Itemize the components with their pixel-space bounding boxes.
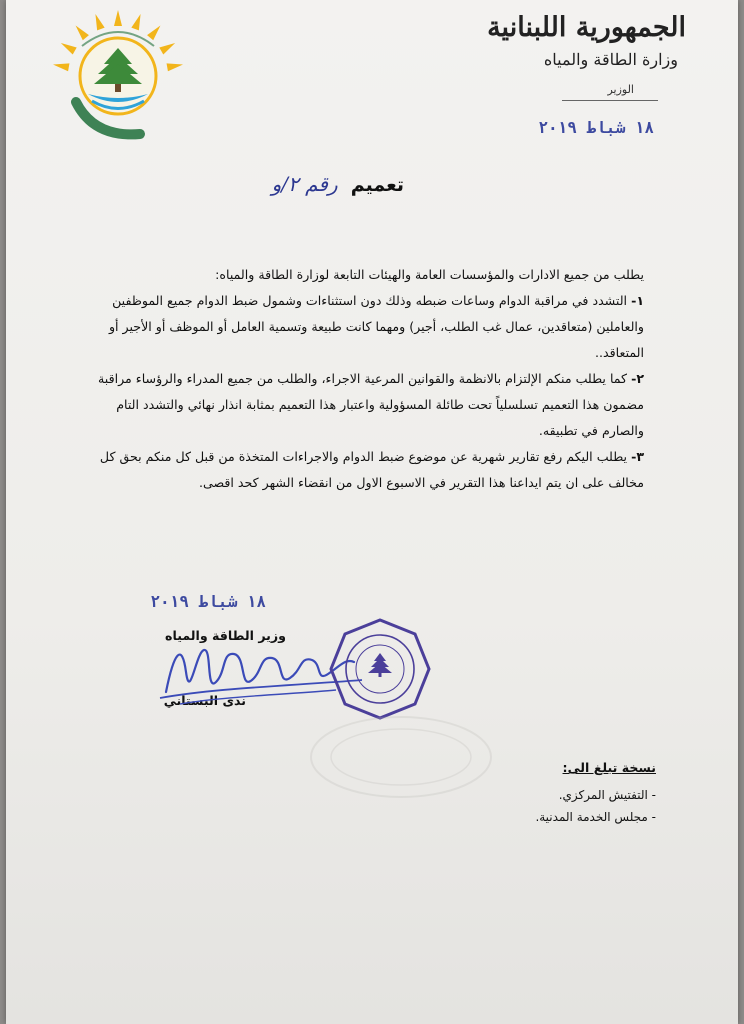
- handwritten-date-top: ١٨ شباط ٢٠١٩: [538, 118, 654, 137]
- ministry-heading: وزارة الطاقة والمياه: [543, 50, 678, 69]
- seal-cedar-icon: [368, 653, 392, 677]
- document-page: [6, 0, 738, 1024]
- body-item-3: [84, 444, 644, 496]
- circular-body: [84, 262, 644, 496]
- signatory-name: ندى البستاني: [163, 693, 246, 708]
- body-item-1: [84, 288, 644, 366]
- body-item-2: [84, 366, 644, 444]
- cc-list: [535, 784, 656, 828]
- item-text: التشدد في مراقبة الدوام وساعات ضبطه وذلك دون استثناءات وشمول ضبط الدوام جميع الموظفين والعاملين (متعاقدين، عمال غب الطلب، أجير) ومهما كانت طبيعة وتسمية العامل أو الموظف أو الأجير أو المتعاقد..: [108, 293, 644, 360]
- item-number: ٢-: [631, 371, 644, 386]
- republic-heading: الجمهورية اللبنانية: [487, 12, 686, 43]
- circular-title: [272, 172, 404, 196]
- handwritten-date-bottom: ١٨ شباط ٢٠١٩: [150, 592, 266, 611]
- minister-role-label: الوزير: [607, 83, 634, 96]
- paper-watermark: [306, 712, 496, 802]
- ministry-logo: [48, 6, 188, 146]
- cc-item: - التفتيش المركزي.: [558, 788, 656, 802]
- cc-title: نسخة تبلغ الى:: [562, 760, 656, 775]
- ministry-seal-stamp: [328, 617, 432, 721]
- body-intro: يطلب من جميع الادارات والمؤسسات العامة والهيئات التابعة لوزارة الطاقة والمياه:: [215, 267, 644, 282]
- circular-number-handwritten: رقم ٢/و: [271, 172, 338, 196]
- circular-word: تعميم: [350, 174, 404, 196]
- item-text: يطلب اليكم رفع تقارير شهرية عن موضوع ضبط الدوام والاجراءات المتخذة من قبل كل منكم بحق كل مخالف على ان يتم ايداعنا هذا التقرير في الاسبوع الاول من انقضاء الشهر كحد اقصى.: [99, 449, 644, 490]
- item-text: كما يطلب منكم الإلتزام بالانظمة والقوانين المرعية الاجراء، والطلب من جميع المدراء والرؤساء مراقبة مضمون هذا التعميم تسلسلياً تحت طائلة المسؤولية واعتبار هذا التعميم بمثابة انذار نهائي والتشدد التام والصارم في تطبيقه.: [98, 371, 644, 438]
- cc-item: - مجلس الخدمة المدنية.: [535, 810, 656, 824]
- item-number: ١-: [631, 293, 644, 308]
- item-number: ٣-: [631, 449, 644, 464]
- signatory-title: وزير الطاقة والمياه: [165, 628, 286, 643]
- header-divider: [562, 100, 658, 101]
